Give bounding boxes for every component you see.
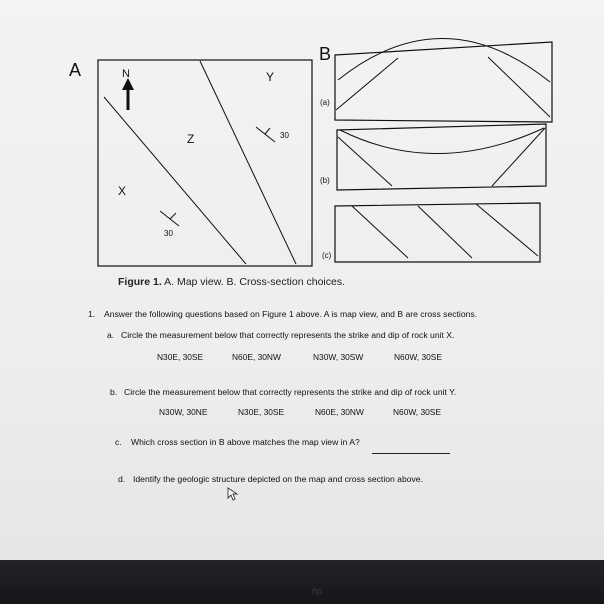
option-a-2[interactable]: N60E, 30NW (232, 352, 281, 362)
question-a-text: Circle the measurement below that correctly represents the strike and dip of rock unit X. (121, 330, 455, 340)
cross-section-a (335, 38, 552, 122)
option-b-3[interactable]: N60E, 30NW (315, 407, 364, 417)
mouse-pointer-icon (227, 487, 239, 501)
figure-caption-text: A. Map view. B. Cross-section choices. (161, 276, 346, 288)
dip-value-lower: 30 (164, 229, 173, 238)
option-b-4[interactable]: N60W, 30SE (393, 407, 441, 417)
panel-b-label: B (319, 44, 332, 64)
cross-section-a-label: (a) (320, 98, 330, 107)
strike-dip-symbol-lower (160, 211, 179, 226)
option-a-4[interactable]: N60W, 30SE (394, 352, 442, 362)
question-1-number: 1. (88, 309, 96, 319)
question-d-letter: d. (118, 474, 126, 484)
cross-section-c (335, 203, 540, 262)
panel-a-label: A (69, 60, 82, 80)
monitor-bezel (0, 560, 604, 604)
dip-value-upper: 30 (280, 131, 289, 140)
cross-section-b-label: (b) (320, 176, 330, 185)
option-a-1[interactable]: N30E, 30SE (157, 352, 204, 362)
cross-section-b (337, 124, 546, 190)
figure-caption-bold: Figure 1. (118, 276, 162, 288)
question-c-text: Which cross section in B above matches the map view in A? (131, 437, 360, 447)
option-b-2[interactable]: N30E, 30SE (238, 407, 285, 417)
map-contact-line-1 (104, 97, 246, 264)
map-contact-line-2 (200, 61, 296, 264)
figure-caption (118, 276, 345, 288)
bezel-logo-icon: hp (312, 586, 323, 596)
unit-x-label: X (118, 184, 127, 198)
map-view-box (98, 60, 312, 266)
question-1-text: Answer the following questions based on Figure 1 above. A is map view, and B are cross sections. (104, 309, 478, 319)
cross-section-c-label: (c) (322, 251, 332, 260)
question-b-letter: b. (110, 387, 118, 397)
option-b-1[interactable]: N30W, 30NE (159, 407, 208, 417)
unit-z-label: Z (187, 132, 195, 146)
north-label: N (122, 68, 130, 80)
question-c-letter: c. (115, 437, 122, 447)
question-b-text: Circle the measurement below that correctly represents the strike and dip of rock unit Y. (124, 387, 457, 397)
north-arrow-icon (122, 78, 134, 110)
question-d-text: Identify the geologic structure depicted on the map and cross section above. (133, 474, 423, 484)
option-a-3[interactable]: N30W, 30SW (313, 352, 364, 362)
answer-blank-c[interactable] (372, 436, 450, 454)
question-a-letter: a. (107, 330, 115, 340)
strike-dip-symbol-upper (256, 127, 275, 142)
unit-y-label: Y (266, 70, 275, 84)
